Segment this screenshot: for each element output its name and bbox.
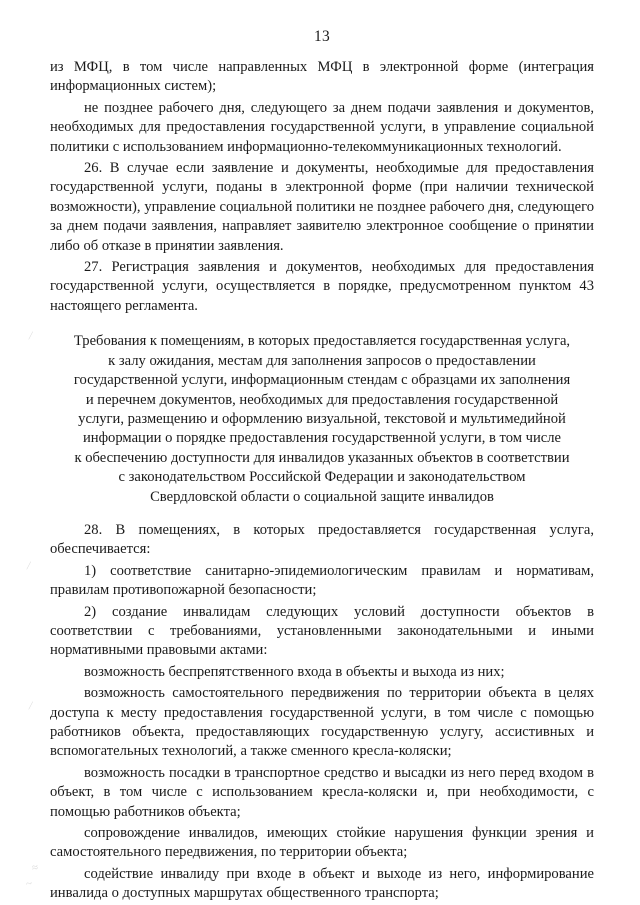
page-number: 13 [313, 28, 331, 45]
section-heading-line: информации о порядке предоставления государственной услуги, в том числе [82, 430, 562, 447]
paragraph-12: содействие инвалиду при входе в объект и выходе из него, информирование инвалида о доступных маршрутах общественного транспорта; [50, 865, 594, 902]
section-heading-line: к обеспечению доступности для инвалидов указанных объектов в соответствии [74, 449, 570, 466]
scan-artifact: ~ [25, 877, 33, 891]
paragraph-3: 26. В случае если заявление и документы, необходимые для предоставления государственной услуги, поданы в электронной форме (при наличии технической возможности), управление социальной политики не позднее рабочего дня, следующего за днем подачи заявления, направляет заявителю электронное сообщение о принятии либо об отказе в принятии заявления. [50, 160, 594, 254]
paragraph-2: не позднее рабочего дня, следующего за днем подачи заявления и документов, необходимых для предоставления государственной услуги, в управление социальной политики с использованием информационно-телекоммуникационных технологий. [50, 99, 594, 155]
paragraph-7: 2) создание инвалидам следующих условий доступности объектов в соответствии с требованиями, установленными законодательными и иными нормативными правовыми актами: [50, 603, 594, 659]
paragraph-8: возможность беспрепятственного входа в объекты и выхода из них; [84, 663, 505, 680]
section-heading-line: к залу ожидания, местам для заполнения запросов о предоставлении [108, 352, 536, 369]
section-heading-line: и перечнем документов, необходимых для предоставления государственной [85, 391, 559, 408]
scan-artifact: ⁄ [27, 559, 31, 573]
paragraph-4: 27. Регистрация заявления и документов, необходимых для предоставления государственной услуги, осуществляется в порядке, предусмотренном пунктом 43 настоящего регламента. [50, 259, 594, 314]
paragraph-5: 28. В помещениях, в которых предоставляется государственная услуга, обеспечивается: [50, 521, 594, 558]
section-heading-line: Свердловской области о социальной защите инвалидов [150, 488, 494, 505]
paragraph-1: из МФЦ, в том числе направленных МФЦ в электронной форме (интеграция информационных систем); [50, 59, 594, 95]
section-heading-line: Требования к помещениям, в которых предоставляется государственная услуга, [73, 333, 571, 350]
scan-artifact: ⁄ [29, 699, 33, 713]
scan-artifact: ⁄ [29, 329, 33, 343]
scan-artifact: ≈ [31, 861, 39, 875]
paragraph-9: возможность самостоятельного передвижения по территории объекта в целях доступа к месту предоставления государственной услуги, в том числе с помощью работников объекта, предоставляющих государственную услугу, ассистивных и вспомогательных технологий, а также сменного кресла-коляски; [50, 685, 594, 760]
section-heading-line: государственной услуги, информационным стендам с образцами их заполнения [73, 372, 571, 389]
section-heading-line: с законодательством Российской Федерации и законодательством [118, 469, 526, 486]
paragraph-10: возможность посадки в транспортное средство и высадки из него перед входом в объект, в том числе с использованием кресла-коляски и, при необходимости, с помощью работников объекта; [50, 764, 594, 820]
paragraph-6: 1) соответствие санитарно-эпидемиологическим правилам и нормативам, правилам противопожарной безопасности; [50, 562, 594, 599]
section-heading [50, 332, 594, 507]
paragraph-11: сопровождение инвалидов, имеющих стойкие нарушения функции зрения и самостоятельного передвижения, по территории объекта; [50, 825, 594, 861]
section-heading-line: услуги, размещению и оформлению визуальной, текстовой и мультимедийной [78, 410, 566, 427]
